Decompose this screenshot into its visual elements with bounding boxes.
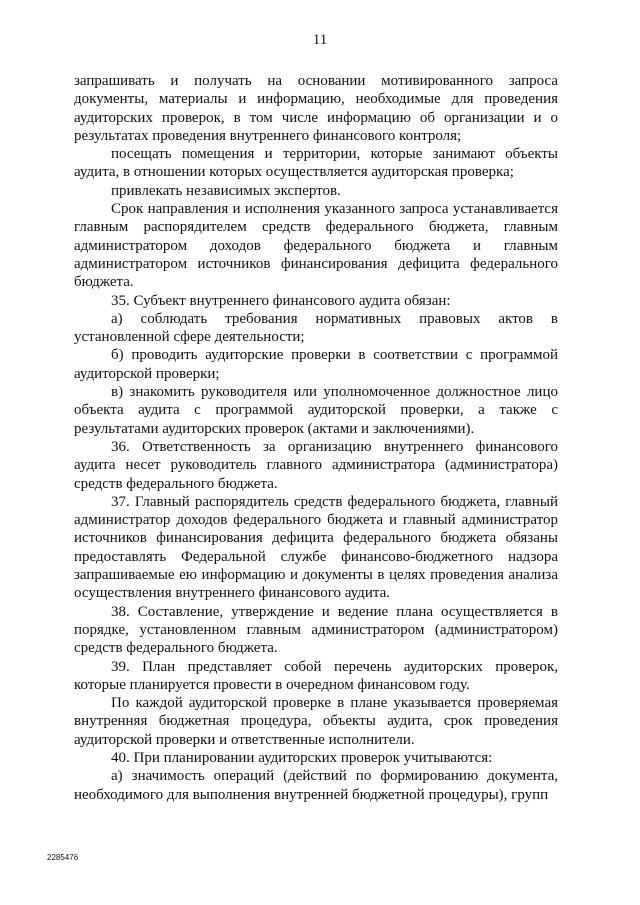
paragraph-visit-premises: посещать помещения и территории, которые занимают объекты аудита, в отношении которых осуществляется аудиторская проверка; — [74, 146, 558, 181]
paragraph-item-36: 36. Ответственность за организацию внутреннего финансового аудита несет руководитель главного администратора (администратора) средств федерального бюджета. — [74, 438, 558, 492]
paragraph-engage-experts: привлекать независимых экспертов. — [111, 182, 341, 199]
page-number: 11 — [312, 32, 328, 48]
paragraph-plan-details: По каждой аудиторской проверке в плане указывается проверяемая внутренняя бюджетная процедура, объекты аудита, срок проведения аудиторской проверки и ответственные исполнители. — [74, 695, 558, 748]
paragraph-item-40: 40. При планировании аудиторских проверок учитываются: — [111, 749, 493, 766]
document-code: 2285476 — [47, 853, 79, 862]
paragraph-item-35: 35. Субъект внутреннего финансового аудита обязан: — [111, 292, 451, 309]
document-body — [74, 72, 558, 804]
paragraph-item-38: 38. Составление, утверждение и ведение плана осуществляется в порядке, установленном главным администратором (администратором) средств федерального бюджета. — [74, 603, 558, 657]
paragraph-item-40-a: а) значимость операций (действий по формированию документа, необходимого для выполнения внутренней бюджетной процедуры), групп — [74, 768, 558, 803]
paragraph-item-39: 39. План представляет собой перечень аудиторских проверок, которые планируется провести в очередном финансовом году. — [74, 658, 558, 693]
paragraph-request-information: запрашивать и получать на основании мотивированного запроса документы, материалы и информацию, необходимые для проведения аудиторских проверок, в том числе информацию об организации и о результатах проведения внутреннего финансового контроля; — [74, 73, 558, 144]
paragraph-item-35-b: б) проводить аудиторские проверки в соответствии с программой аудиторской проверки; — [74, 347, 558, 382]
paragraph-item-37: 37. Главный распорядитель средств федерального бюджета, главный администратор доходов федерального бюджета и главный администратор источников финансирования дефицита федерального бюджета обязаны предоставлять Федеральной службе финансово-бюджетного надзора запрашиваемые ею информацию и документы в целях проведения анализа осуществления внутреннего финансового аудита. — [74, 493, 558, 602]
paragraph-request-deadline: Срок направления и исполнения указанного запроса устанавливается главным распорядителем средств федерального бюджета, главным администратором доходов федерального бюджета и главным администратором источников финансирования дефицита федерального бюджета. — [74, 201, 558, 291]
paragraph-item-35-v: в) знакомить руководителя или уполномоченное должностное лицо объекта аудита с программой аудиторской проверки, а также с результатами аудиторских проверок (актами и заключениями). — [74, 384, 558, 437]
paragraph-item-35-a: а) соблюдать требования нормативных правовых актов в установленной сфере деятельности; — [74, 310, 558, 346]
